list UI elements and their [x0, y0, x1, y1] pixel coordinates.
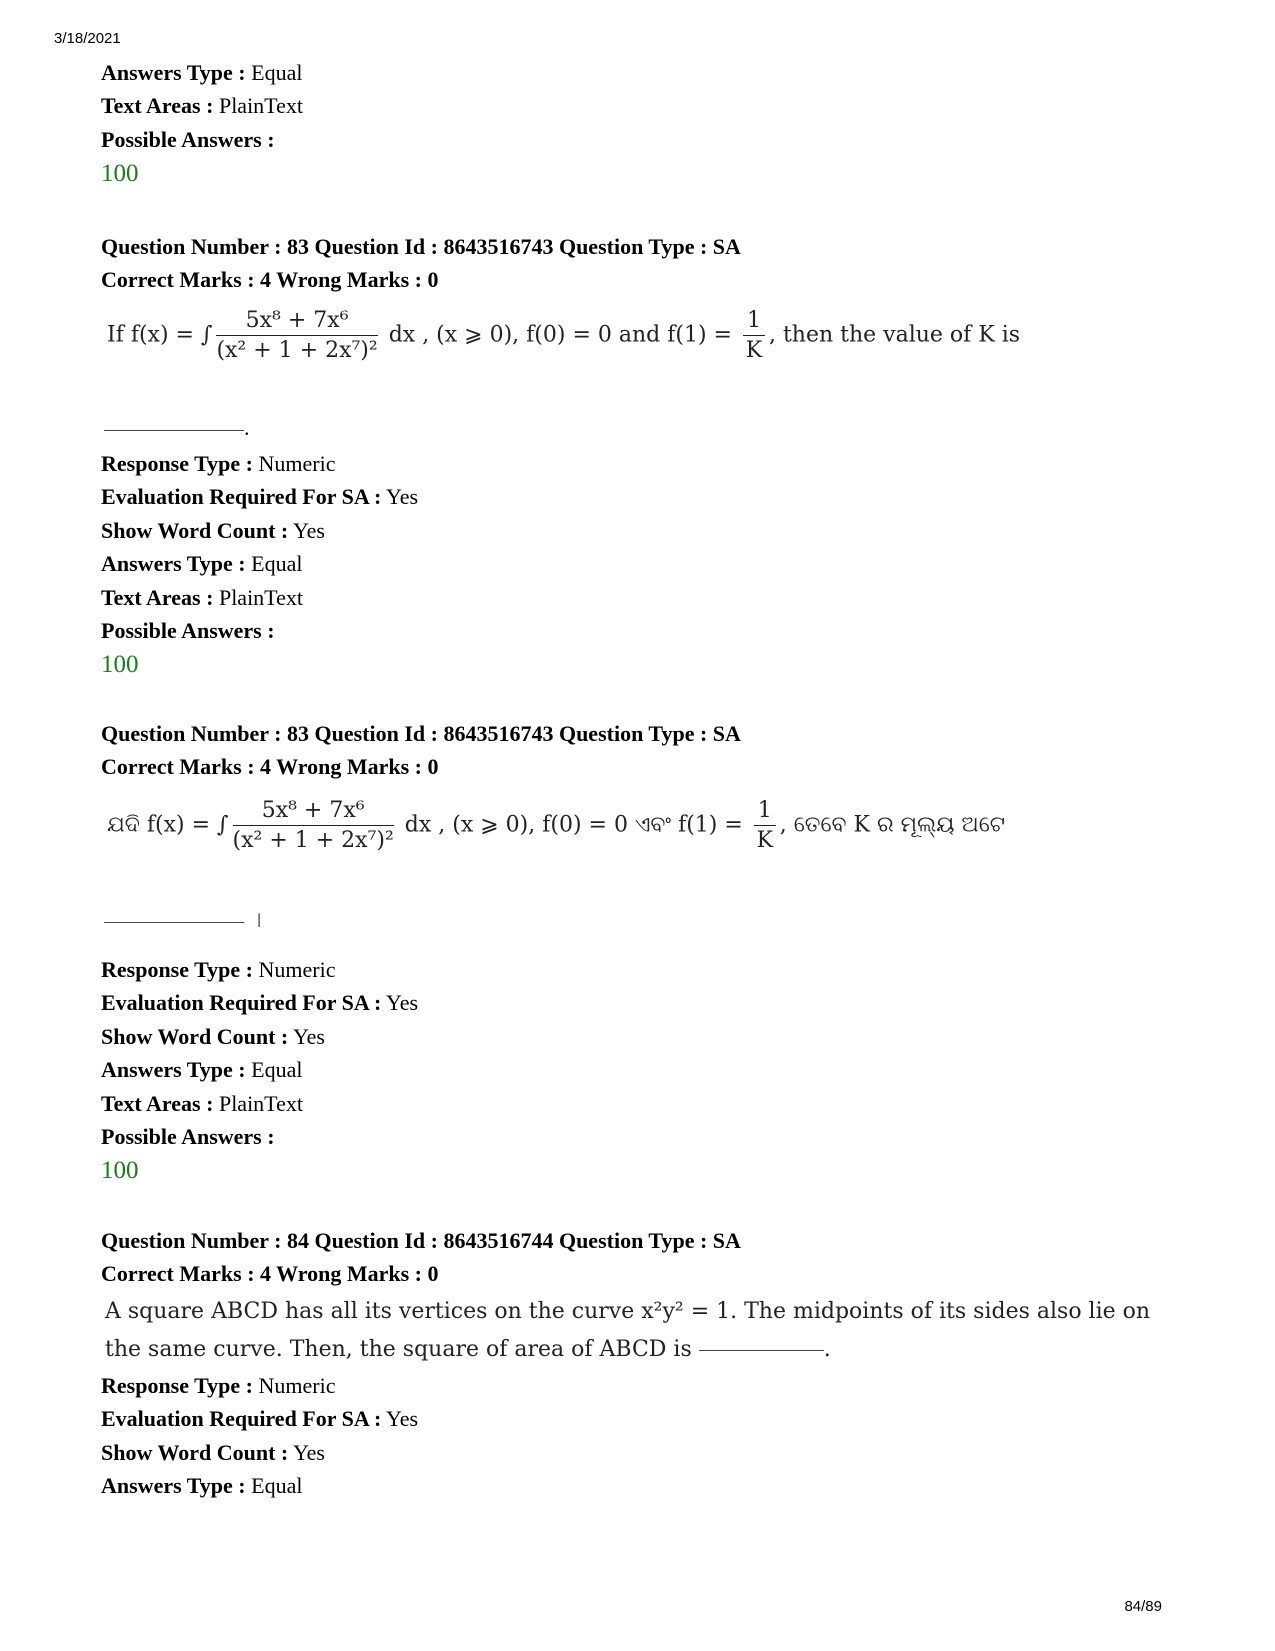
- response-type-label: Response Type :: [101, 1373, 253, 1398]
- text-areas-label: Text Areas :: [101, 93, 214, 119]
- question-83-odia-text: [107, 798, 1005, 853]
- answers-type-row: [101, 1469, 1181, 1502]
- text-areas-row: [101, 89, 1181, 122]
- question-text-line-2: [105, 1331, 1185, 1369]
- response-type-label: Response Type :: [101, 957, 253, 982]
- evaluation-value: Yes: [381, 1406, 419, 1432]
- response-type-value: Numeric: [252, 957, 336, 982]
- answers-type-value: Equal: [245, 551, 303, 577]
- response-type-value: Numeric: [252, 1373, 336, 1398]
- question-84-text: [105, 1293, 1185, 1369]
- word-count-label: Show Word Count :: [101, 517, 289, 543]
- answers-type-value: Equal: [245, 1057, 303, 1083]
- text-areas-label: Text Areas :: [101, 584, 214, 610]
- possible-answer-value: 100: [101, 651, 139, 679]
- math-mid: dx , (x ⩾ 0), f(0) = 0 and f(1) =: [381, 322, 739, 348]
- integrand-denominator: (x² + 1 + 2x⁷)²: [232, 828, 394, 853]
- word-count-row: [101, 1020, 1181, 1053]
- previous-question-tail: [101, 56, 1181, 192]
- answer-blank-2: [104, 904, 262, 934]
- k-fraction: [754, 798, 776, 853]
- k-fraction-numerator: 1: [754, 798, 776, 826]
- text-areas-label: Text Areas :: [101, 1090, 214, 1116]
- integrand-numerator: 5x⁸ + 7x⁶: [233, 798, 394, 826]
- answers-type-row: [101, 547, 1181, 580]
- blank-end: .: [244, 415, 250, 440]
- possible-answers-row: [101, 614, 1181, 647]
- k-fraction-denominator: K: [745, 338, 763, 363]
- question-83-odia-header: [101, 717, 1181, 783]
- integrand-fraction: [233, 798, 394, 853]
- integrand-fraction: [216, 308, 377, 363]
- possible-answer-value: 100: [101, 160, 139, 188]
- response-type-value: Numeric: [252, 451, 336, 476]
- evaluation-value: Yes: [381, 990, 419, 1016]
- k-fraction: [743, 308, 765, 363]
- question-header: Question Number : 83 Question Id : 8643516743 Question Type : SA: [101, 721, 741, 746]
- text-areas-value: PlainText: [213, 1090, 303, 1116]
- answers-type-label: Answers Type :: [101, 1473, 246, 1499]
- page-date: 3/18/2021: [54, 30, 121, 47]
- word-count-row: [101, 514, 1181, 547]
- response-type-row: [101, 953, 1181, 986]
- math-prefix: ଯଦି f(x) = ∫: [107, 812, 229, 838]
- math-suffix: , ତେବେ K ର ମୂଲ୍ୟ ଅଟେ: [779, 812, 1005, 838]
- question-84-meta: [101, 1369, 1181, 1503]
- text-areas-value: PlainText: [213, 584, 303, 610]
- answer-blank-1: [104, 415, 250, 441]
- word-count-value: Yes: [288, 517, 325, 543]
- possible-answers-row: [101, 1120, 1181, 1153]
- question-text-line-1: A square ABCD has all its vertices on the curve x²y² = 1. The midpoints of its sides also lie on: [105, 1299, 1151, 1324]
- word-count-value: Yes: [288, 1023, 325, 1049]
- evaluation-label: Evaluation Required For SA :: [101, 1406, 382, 1432]
- math-mid: dx , (x ⩾ 0), f(0) = 0 ଏବଂ f(1) =: [397, 812, 750, 838]
- possible-answers-row: [101, 123, 1181, 156]
- possible-answer-value: 100: [101, 1157, 139, 1185]
- blank-line: [104, 921, 244, 923]
- answers-type-value: Equal: [245, 1473, 303, 1499]
- word-count-row: [101, 1436, 1181, 1469]
- answers-type-label: Answers Type :: [101, 60, 246, 85]
- evaluation-label: Evaluation Required For SA :: [101, 990, 382, 1016]
- k-fraction-numerator: 1: [743, 308, 765, 336]
- question-marks: Correct Marks : 4 Wrong Marks : 0: [101, 267, 439, 292]
- answers-type-row: [101, 56, 1181, 89]
- answers-type-value: Equal: [245, 60, 303, 85]
- word-count-label: Show Word Count :: [101, 1023, 289, 1049]
- answers-type-label: Answers Type :: [101, 551, 246, 577]
- possible-answers-label: Possible Answers :: [101, 618, 275, 644]
- response-type-row: [101, 447, 1181, 480]
- question-text-line-2-content: the same curve. Then, the square of area of ABCD is: [105, 1337, 692, 1362]
- math-suffix: , then the value of K is: [768, 322, 1021, 348]
- question-83-english-text: [107, 308, 1020, 363]
- math-prefix: If f(x) = ∫: [107, 322, 213, 348]
- text-areas-row: [101, 581, 1181, 614]
- evaluation-value: Yes: [381, 484, 419, 510]
- evaluation-row: [101, 1402, 1181, 1435]
- text-areas-value: PlainText: [213, 93, 303, 119]
- text-areas-row: [101, 1087, 1181, 1120]
- question-header: Question Number : 83 Question Id : 8643516743 Question Type : SA: [101, 234, 741, 259]
- question-marks: Correct Marks : 4 Wrong Marks : 0: [101, 754, 439, 779]
- possible-answers-label: Possible Answers :: [101, 126, 275, 152]
- integrand-denominator: (x² + 1 + 2x⁷)²: [216, 338, 378, 363]
- answers-type-row: [101, 1053, 1181, 1086]
- blank-end: ।: [254, 907, 263, 932]
- blank-end: .: [823, 1337, 831, 1362]
- page-number: 84/89: [1124, 1598, 1162, 1615]
- evaluation-row: [101, 480, 1181, 513]
- question-marks: Correct Marks : 4 Wrong Marks : 0: [101, 1261, 439, 1286]
- evaluation-label: Evaluation Required For SA :: [101, 484, 382, 510]
- response-type-row: [101, 1369, 1181, 1402]
- possible-answers-label: Possible Answers :: [101, 1124, 275, 1150]
- evaluation-row: [101, 986, 1181, 1019]
- blank-line: [699, 1349, 824, 1351]
- question-header: Question Number : 84 Question Id : 8643516744 Question Type : SA: [101, 1228, 741, 1253]
- k-fraction-denominator: K: [756, 828, 774, 853]
- response-type-label: Response Type :: [101, 451, 253, 476]
- word-count-label: Show Word Count :: [101, 1439, 289, 1465]
- question-84-header: [101, 1224, 1181, 1290]
- question-83-odia-meta: [101, 953, 1181, 1189]
- question-83-english-meta: [101, 447, 1181, 683]
- integrand-numerator: 5x⁸ + 7x⁶: [216, 308, 377, 336]
- word-count-value: Yes: [288, 1439, 325, 1465]
- answers-type-label: Answers Type :: [101, 1057, 246, 1083]
- question-83-english-header: [101, 230, 1181, 296]
- blank-line: [104, 429, 244, 431]
